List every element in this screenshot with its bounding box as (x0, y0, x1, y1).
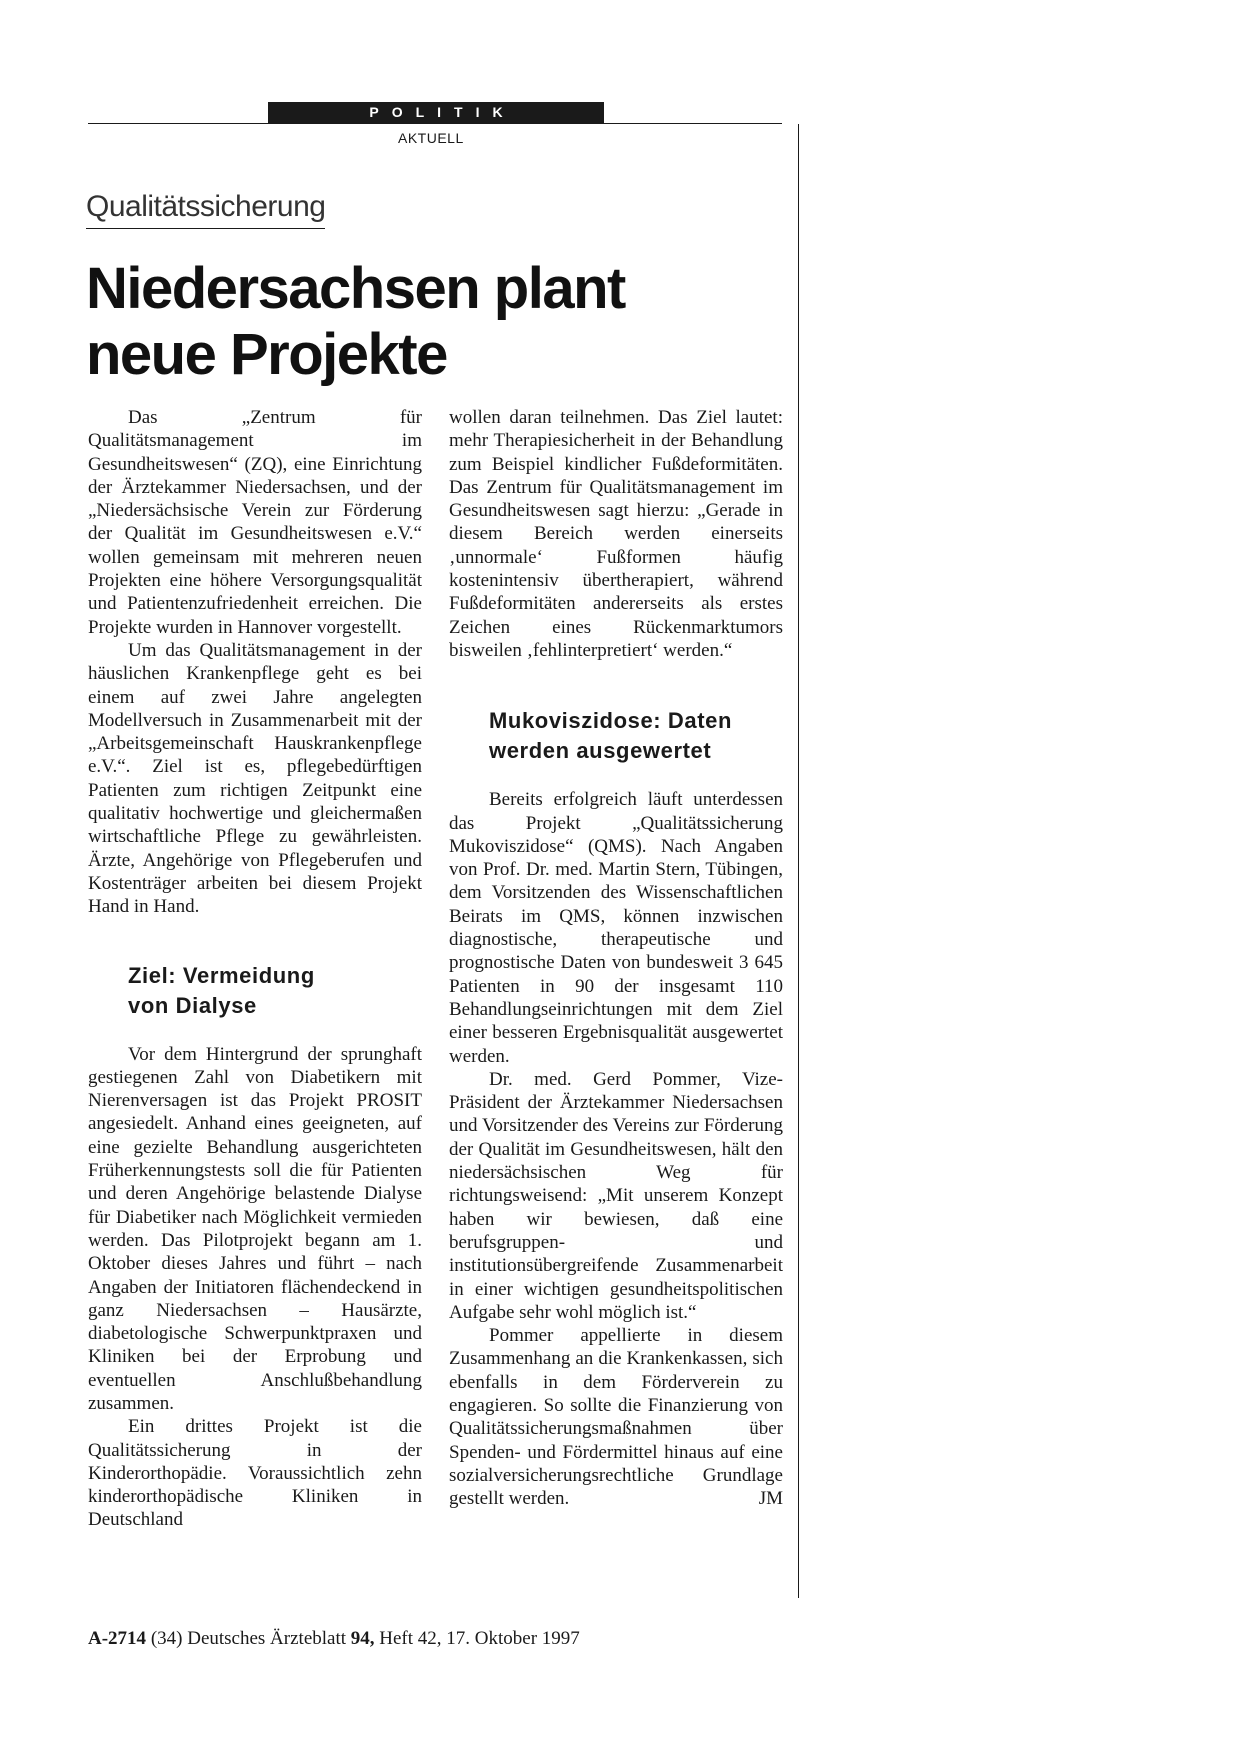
subheading (449, 706, 783, 766)
subheading-line-2: werden ausgewertet (489, 738, 712, 764)
headline-line-1: Niedersachsen plant (86, 256, 625, 321)
page-number-paren: (34) (150, 1628, 183, 1649)
volume-number: 94, (350, 1628, 375, 1649)
page-number: A-2714 (88, 1628, 147, 1649)
paragraph: Bereits erfolgreich läuft unterdessen das Projekt „Qualitätssicherung Mukoviszidose“ (QMS). Nach Angaben von Prof. Dr. med. Martin Stern, Tübingen, dem Vorsitzenden des Wissenschaftlichen Beirats im QMS, können inzwischen diagnostische, therapeutische und prognostische Daten von bundesweit 3 645 Patienten in 90 der insgesamt 110 Behandlungseinrichtungen mit dem Ziel einer besseren Ergebnisqualität ausgewertet werden. (449, 789, 783, 1067)
section-header: POLITIK (268, 102, 604, 123)
subsection-label: AKTUELL (398, 130, 464, 146)
issue-info: Heft 42, 17. Oktober 1997 (379, 1628, 580, 1649)
header-rule (88, 123, 782, 124)
page-footer (88, 1628, 580, 1650)
paragraph: Ein drittes Projekt ist die Qualitätssicherung in der Kinderorthopädie. Voraussichtlich zehn kinderorthopädische Kliniken in Deutschland (88, 1416, 422, 1531)
article-kicker: Qualitätssicherung (86, 190, 325, 229)
paragraph: Dr. med. Gerd Pommer, Vize-Präsident der Ärztekammer Niedersachsen und Vorsitzender des Vereins zur Förderung der Qualität im Gesundheitswesen, hält den niedersächsischen Weg für richtungsweisend: „Mit unserem Konzept haben wir bewiesen, daß eine berufsgruppen- und institutionsübergreifende Zusammenarbeit in einer wichtigen gesundheitspolitischen Aufgabe sehr wohl möglich ist.“ (449, 1068, 783, 1323)
right-column (449, 406, 783, 1510)
paragraph: Das „Zentrum für Qualitätsmanagement im Gesundheitswesen“ (ZQ), eine Einrichtung der Ärztekammer Niedersachsen, und der „Niedersächsische Verein zur Förderung der Qualität im Gesundheitswesen e.V.“ wollen gemeinsam mit mehreren neuen Projekten eine höhere Versorgungsqualität und Patientenzufriedenheit erreichen. Die Projekte wurden in Hannover vorgestellt. (88, 407, 422, 638)
subheading-line-1: Ziel: Vermeidung (128, 962, 315, 988)
left-column (88, 406, 422, 1532)
article-headline (86, 256, 746, 388)
author-initials: JM (758, 1488, 783, 1510)
subheading-line-1: Mukoviszidose: Daten (489, 708, 733, 734)
subheading (88, 961, 422, 1021)
headline-line-2: neue Projekte (86, 322, 447, 387)
paragraph-text: Pommer appellierte in diesem Zusammenhang an die Krankenkassen, sich ebenfalls in dem Förderverein zu engagieren. So sollte die Finanzierung von Qualitätssicherungsmaßnahmen über Spenden- und Fördermittel hinaus auf eine sozialversicherungsrechtliche Grundlage gestellt werden. (449, 1325, 783, 1510)
paragraph: Vor dem Hintergrund der sprunghaft gestiegenen Zahl von Diabetikern mit Nierenversagen ist das Projekt PROSIT angesiedelt. Anhand eines geeigneten, auf eine gezielte Behandlung ausgerichteten Früherkennungstests soll die für Patienten und deren Angehörige belastende Dialyse für Diabetiker nach Möglichkeit vermieden werden. Das Pilotprojekt begann am 1. Oktober dieses Jahres und führt – nach Angaben der Initiatoren flächendeckend in ganz Niedersachsen – Hausärzte, diabetologische Schwerpunktpraxen und Kliniken bei der Erprobung und eventuellen Anschlußbehandlung zusammen. (88, 1043, 422, 1414)
subheading-line-2: von Dialyse (128, 992, 257, 1018)
journal-name: Deutsches Ärzteblatt (187, 1628, 347, 1649)
column-rule (798, 124, 799, 1598)
paragraph (449, 1324, 783, 1510)
paragraph: wollen daran teilnehmen. Das Ziel lautet: mehr Therapiesicherheit in der Behandlung zum Beispiel kindlicher Fußdeformitäten. Das Zentrum für Qualitätsmanagement im Gesundheitswesen sagt hierzu: „Gerade in diesem Bereich werden einerseits ‚unnormale‘ Fußformen häufig kostenintensiv übertherapiert, während Fußdeformitäten andererseits als erstes Zeichen eines Rückenmarktumors bisweilen ‚fehlinterpretiert‘ werden.“ (449, 407, 783, 661)
paragraph: Um das Qualitätsmanagement in der häuslichen Krankenpflege geht es bei einem auf zwei Jahre angelegten Modellversuch in Zusammenarbeit mit der „Arbeitsgemeinschaft Hauskrankenpflege e.V.“. Ziel ist es, pflegebedürftigen Patienten zum richtigen Zeitpunkt eine qualitativ hochwertige und gleichermaßen wirtschaftliche Pflege zu gewährleisten. Ärzte, Angehörige von Pflegeberufen und Kostenträger arbeiten bei diesem Projekt Hand in Hand. (88, 639, 422, 918)
